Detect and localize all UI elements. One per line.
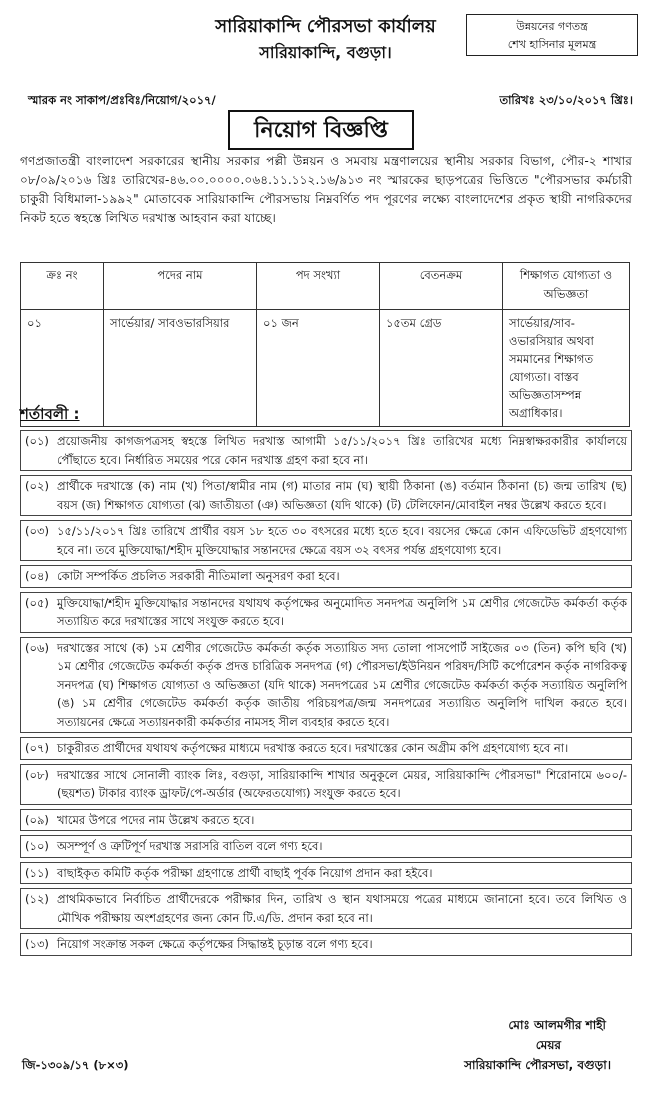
conditions-heading: শর্তাবলী : — [20, 405, 80, 423]
condition-item — [20, 565, 632, 588]
cell-post-count: ০১ জন — [257, 310, 380, 427]
condition-item — [20, 637, 632, 734]
condition-text: প্রাথমিকভাবে নির্বাচিত প্রার্থীদেরকে পরীক্ষার দিন, তারিখ ও স্থান যথাসময়ে পত্রের মাধ্যমে জানানো হবে। তবে লিখিত ও মৌখিক পরীক্ষায় অংশগ্রহণের জন্য কোন টি.এ/ডি. প্রদান করা হবে না। — [57, 892, 627, 925]
table-header-row — [21, 263, 630, 310]
condition-text: বাছাইকৃত কমিটি কর্তৃক পরীক্ষা গ্রহণান্তে প্রার্থী বাছাই পূর্বক নিয়োগ প্রদান করা হইবে। — [57, 865, 433, 880]
condition-text: প্রার্থীকে দরখাস্তে (ক) নাম (খ) পিতা/স্বামীর নাম (গ) মাতার নাম (ঘ) স্থায়ী ঠিকানা (ঙ) বর্তমান ঠিকানা (চ) জন্ম তারিখ (ছ) বয়স (জ) শিক্ষাগত যোগ্যতা (ঝ) জাতীয়তা (ঞ) অভিজ্ঞতা (যদি থাকে) (ট) টেলিফোন/মোবাইল নম্বর উল্লেখ করতে হবে। — [57, 479, 627, 512]
slogan-line-1: উন্নয়নের গণতন্ত্র — [516, 20, 588, 33]
condition-item — [20, 809, 632, 832]
intro-paragraph: গণপ্রজাতন্ত্রী বাংলাদেশ সরকারের স্থানীয় সরকার পল্লী উন্নয়ন ও সমবায় মন্ত্রণালয়ের স্থানীয় সরকার বিভাগ, পৌর-২ শাখার ০৮/০৯/২০১৬ খ্রিঃ তারিখের-৪৬.০০.০০০০.০৬৪.১১.১১২.১৬/৯১৩ নং স্মারকের ছাড়পত্রের ভিত্তিতে "পৌরসভার কর্মচারী চাকুরী বিধিমালা-১৯৯২" মোতাবেক সারিয়াকান্দি পৌরসভায় নিম্নবর্ণিত পদ পূরণের লক্ষ্যে বাংলাদেশের প্রকৃত স্থায়ী নাগরিকদের নিকট হতে স্বহস্তে লিখিত দরখাস্ত আহবান করা যাচ্ছে। — [20, 154, 632, 225]
condition-item — [20, 835, 632, 858]
office-name: সারিয়াকান্দি পৌরসভা কার্যালয় — [215, 16, 436, 37]
condition-text: অসম্পূর্ণ ও ত্রুটিপূর্ণ দরখাস্ত সরাসরি বাতিল বলে গণ্য হবে। — [57, 839, 323, 853]
footer-code: জি-১৩০৯/১৭ (৮×৩) — [22, 1058, 129, 1072]
condition-item — [20, 933, 632, 956]
notice-date: তারিখঃ ২৩/১০/২০১৭ খ্রিঃ। — [499, 93, 633, 107]
col-post-count: পদ সংখ্যা — [257, 263, 380, 310]
condition-item — [20, 475, 632, 516]
cell-post-name: সার্ভেয়ার/ সাবওভারসিয়ার — [104, 310, 257, 427]
condition-number: (০৪) — [25, 569, 49, 583]
slogan-box — [466, 14, 638, 56]
condition-item — [20, 592, 632, 633]
notice-heading: নিয়োগ বিজ্ঞপ্তি — [228, 110, 414, 150]
condition-item — [20, 888, 632, 929]
condition-item — [20, 520, 632, 561]
condition-text: কোটা সম্পর্কিত প্রচলিত সরকারী নীতিমালা অনুসরণ করা হবে। — [57, 569, 340, 583]
condition-number: (০৭) — [25, 741, 49, 755]
condition-item — [20, 430, 632, 471]
condition-text: চাকুরীরত প্রার্থীদের যথাযথ কর্তৃপক্ষের মাধ্যমে দরখাস্ত করতে হবে। দরখাস্তের কোন অগ্রীম কপি গ্রহণযোগ্য হবে না। — [57, 741, 569, 755]
condition-number: (০৯) — [25, 812, 49, 827]
cell-qualification: সার্ভেয়ার/সাব-ওভারসিয়ার অথবা সমমানের শিক্ষাগত যোগ্যতা। বাস্তব অভিজ্ঞতাসম্পন্ন অগ্রাধিকার। — [503, 310, 630, 427]
condition-number: (০৩) — [25, 524, 49, 538]
condition-number: (০৫) — [25, 595, 49, 610]
condition-text: মুক্তিযোদ্ধা/শহীদ মুক্তিযোদ্ধার সন্তানদের যথাযথ কর্তৃপক্ষের অনুমোদিত সনদপত্র অনুলিপি ১ম শ্রেণীর গেজেটেড কর্মকর্তা কর্তৃক সত্যায়িত করে দরখাস্তের সাথে সংযুক্ত করতে হবে। — [57, 595, 627, 628]
col-post-name: পদের নাম — [104, 263, 257, 310]
cell-pay-scale: ১৫তম গ্রেড — [380, 310, 503, 427]
condition-text: খামের উপরে পদের নাম উল্লেখ করতে হবে। — [57, 812, 255, 827]
signer-organization: সারিয়াকান্দি পৌরসভা, বগুড়া। — [464, 1058, 611, 1072]
col-serial: ক্রঃ নং — [21, 263, 104, 310]
condition-number: (১১) — [25, 865, 49, 880]
slogan-line-2: শেখ হাসিনার মূলমন্ত্র — [507, 38, 597, 51]
condition-number: (০২) — [25, 479, 49, 493]
condition-item — [20, 737, 632, 760]
condition-number: (১২) — [25, 892, 49, 906]
vacancy-table — [20, 262, 630, 427]
condition-text: প্রয়োজনীয় কাগজপত্রসহ স্বহস্তে লিখিত দরখাস্ত আগামী ১৫/১১/২০১৭ খ্রিঃ তারিখের মধ্যে নিম্নস্বাক্ষরকারীর কার্যালয়ে পৌঁছাতে হবে। নির্ধারিত সময়ের পরে কোন দরখাস্ত গ্রহণ করা হবে না। — [57, 434, 627, 467]
condition-number: (০৮) — [25, 767, 49, 782]
condition-text: দরখাস্তের সাথে (ক) ১ম শ্রেণীর গেজেটেড কর্মকর্তা কর্তৃক সত্যায়িত সদ্য তোলা পাসপোর্ট সাইজের ০৩ (তিন) কপি ছবি (খ) ১ম শ্রেণীর গেজেটেড কর্মকর্তা কর্তৃক প্রদত্ত চারিত্রিক সনদপত্র (গ) পৌরসভা/ইউনিয়ন পরিষদ/সিটি কর্পোরেশন কর্তৃক নাগরিকত্ব সনদপত্র (ঘ) শিক্ষাগত যোগ্যতা ও অভিজ্ঞতা (যদি থাকে) সনদপত্রের ১ম শ্রেণীর গেজেটেড কর্মকর্তা কর্তৃক সত্যায়িত অনুলিপি (ঙ) ১ম শ্রেণীর গেজেটেড কর্মকর্তা কর্তৃক জাতীয় পরিচয়পত্র/জন্ম সনদপত্রের সত্যায়িত অনুলিপি দাখিল করতে হবে। সত্যায়নের ক্ষেত্রে সত্যায়নকারী কর্মকর্তার নামসহ সীল ব্যবহার করতে হবে। — [57, 640, 627, 729]
col-qualification: শিক্ষাগত যোগ্যতা ও অভিজ্ঞতা — [503, 263, 630, 310]
condition-text: নিয়োগ সংক্রান্ত সকল ক্ষেত্রে কর্তৃপক্ষের সিদ্ধান্তই চূড়ান্ত বলে গণ্য হবে। — [57, 937, 373, 951]
table-row — [21, 310, 630, 427]
condition-item — [20, 862, 632, 885]
signer-name: মোঃ আলমগীর শাহী — [508, 1018, 606, 1032]
cell-serial: ০১ — [21, 310, 104, 427]
col-pay-scale: বেতনক্রম — [380, 263, 503, 310]
signer-title: মেয়র — [535, 1038, 561, 1052]
conditions-list — [20, 430, 632, 960]
condition-text: দরখাস্তের সাথে সোনালী ব্যাংক লিঃ, বগুড়া, সারিয়াকান্দি শাখার অনুকূলে মেয়র, সারিয়াকান্দি পৌরসভা" শিরোনামে ৬০০/-(ছয়শত) টাকার ব্যাংক ড্রাফট/পে-অর্ডার (অফেরতযোগ্য) সংযুক্ত করতে হবে। — [57, 767, 627, 800]
condition-text: ১৫/১১/২০১৭ খ্রিঃ তারিখে প্রার্থীর বয়স ১৮ হতে ৩০ বৎসরের মধ্যে হতে হবে। বয়সের ক্ষেত্রে কোন এফিডেভিট গ্রহণযোগ্য হবে না। তবে মুক্তিযোদ্ধা/শহীদ মুক্তিযোদ্ধার সন্তানদের ক্ষেত্রে বয়স ৩২ বৎসর পর্যন্ত গ্রহণযোগ্য হবে। — [57, 524, 627, 557]
condition-number: (১৩) — [25, 937, 49, 951]
condition-number: (০৬) — [25, 640, 49, 655]
condition-number: (০১) — [25, 434, 49, 448]
condition-item — [20, 764, 632, 805]
memo-number: স্মারক নং সাকাপ/প্রঃবিঃ/নিয়োগ/২০১৭/ — [28, 93, 216, 107]
condition-number: (১০) — [25, 839, 49, 853]
office-place: সারিয়াকান্দি, বগুড়া। — [259, 43, 392, 62]
